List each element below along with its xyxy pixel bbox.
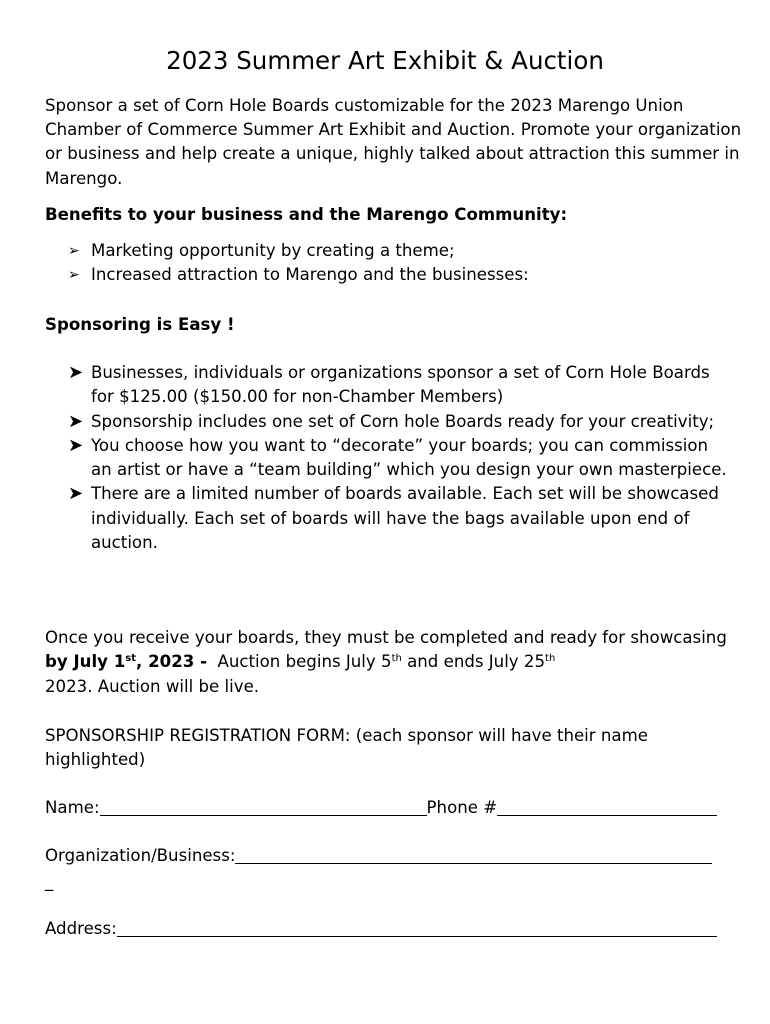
organization-row [45, 844, 712, 868]
address-field[interactable] [117, 920, 717, 937]
phone-label: Phone # [426, 798, 498, 817]
address-row [45, 917, 717, 941]
arrowhead-bullet-icon: ➢ [68, 243, 80, 259]
intro-paragraph: Sponsor a set of Corn Hole Boards customizable for the 2023 Marengo Union Chamber of Commerce Summer Art Exhibit and Auction. Promote your organization or business and help create a unique, highly talked about attraction this summer in Marengo. [45, 96, 742, 188]
sponsoring-heading: Sponsoring is Easy ! [45, 315, 235, 334]
arrowhead-bullet-icon: ➤ [68, 434, 84, 456]
arrowhead-bullet-icon: ➢ [68, 267, 80, 284]
arrowhead-bullet-icon: ➤ [68, 483, 84, 505]
auction-closing: 2023. Auction will be live. [45, 676, 260, 696]
list-item [68, 263, 529, 287]
address-label: Address: [45, 919, 117, 938]
deadline-date-year: , 2023 - [136, 652, 207, 672]
auction-start: Auction begins July 5 [206, 652, 392, 672]
phone-field[interactable] [497, 799, 717, 816]
auction-end-suffix: th [545, 653, 556, 665]
benefit-text: Increased attraction to Marengo and the businesses: [91, 265, 529, 285]
organization-overflow: _ [45, 872, 54, 891]
auction-start-suffix: th [391, 653, 402, 665]
sponsoring-text: Businesses, individuals or organizations sponsor a set of Corn Hole Boards for $125.00 ($150.00 for non-Chamber Members) [91, 363, 710, 407]
name-field[interactable] [100, 799, 427, 816]
deadline-date [45, 652, 207, 671]
benefits-heading: Benefits to your business and the Marengo Community: [45, 205, 568, 224]
form-heading: SPONSORSHIP REGISTRATION FORM: (each sponsor will have their name highlighted) [45, 726, 648, 770]
sponsoring-text: Sponsorship includes one set of Corn hole Boards ready for your creativity; [91, 411, 715, 431]
list-item [68, 361, 728, 410]
deadline-text: Once you receive your boards, they must be completed and ready for showcasing [45, 628, 727, 647]
arrowhead-bullet-icon: ➤ [68, 362, 84, 383]
deadline-date-suffix: st [125, 653, 137, 665]
benefit-text: Marketing opportunity by creating a theme; [91, 241, 455, 260]
arrowhead-bullet-icon: ➤ [68, 410, 84, 432]
organization-label: Organization/Business: [45, 846, 236, 865]
name-phone-row [45, 796, 717, 820]
sponsoring-list [68, 361, 728, 555]
deadline-date-text: by July 1 [45, 652, 126, 672]
list-item [68, 434, 728, 483]
sponsoring-text: There are a limited number of boards available. Each set will be showcased individually. Each set of boards will have the bags available upon end of auction. [91, 484, 719, 553]
organization-field[interactable] [235, 847, 712, 864]
list-item [68, 410, 728, 434]
benefits-list [68, 239, 529, 288]
deadline-paragraph [45, 626, 745, 699]
list-item [68, 482, 728, 555]
page-title: 2023 Summer Art Exhibit & Auction [166, 46, 604, 75]
auction-end: and ends July 25 [401, 652, 546, 672]
name-label: Name: [45, 798, 100, 817]
list-item [68, 239, 529, 263]
sponsoring-text: You choose how you want to “decorate” your boards; you can commission an artist or have a “team building” which you design your own masterpiece. [91, 435, 727, 480]
